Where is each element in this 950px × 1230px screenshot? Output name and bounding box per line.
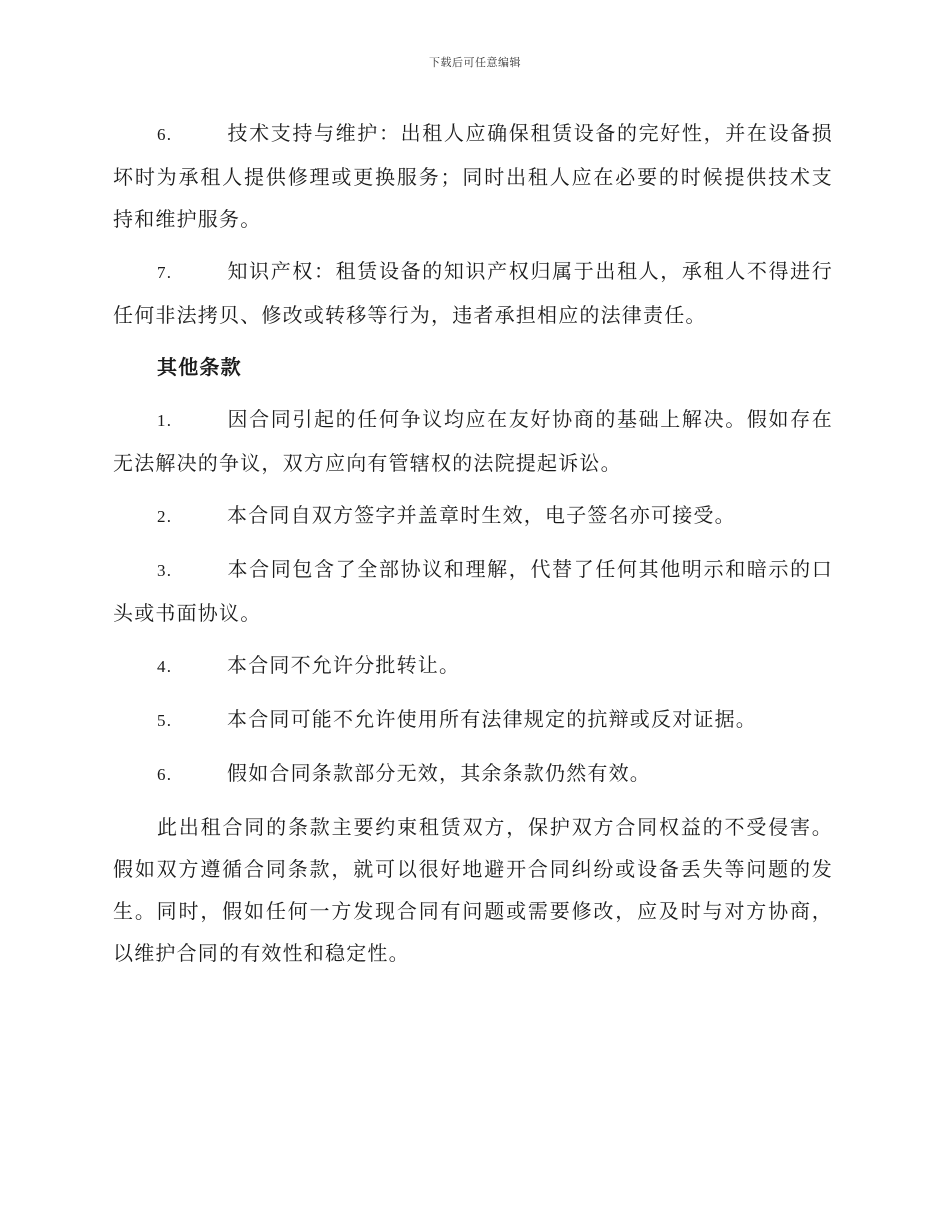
clause-item bbox=[113, 494, 833, 538]
clause-text: 本合同可能不允许使用所有法律规定的抗辩或反对证据。 bbox=[227, 707, 757, 731]
clause-text: 知识产权：租赁设备的知识产权归属于出租人，承租人不得进行任何非法拷贝、修改或转移等行为，违者承担相应的法律责任。 bbox=[113, 259, 833, 327]
clause-text: 技术支持与维护：出租人应确保租赁设备的完好性，并在设备损坏时为承租人提供修理或更换服务；同时出租人应在必要的时候提供技术支持和维护服务。 bbox=[113, 121, 833, 231]
clause-item bbox=[113, 698, 833, 742]
clause-number: 1. bbox=[157, 411, 173, 430]
clause-number: 3. bbox=[157, 561, 173, 580]
document-body bbox=[113, 112, 833, 974]
clause-item bbox=[113, 644, 833, 688]
clause-text: 本合同自双方签字并盖章时生效，电子签名亦可接受。 bbox=[227, 503, 736, 527]
clause-item bbox=[113, 752, 833, 796]
clause-number: 7. bbox=[157, 263, 173, 282]
clause-item bbox=[113, 250, 833, 336]
clause-text: 本合同包含了全部协议和理解，代替了任何其他明示和暗示的口头或书面协议。 bbox=[113, 557, 833, 625]
clause-number: 4. bbox=[157, 657, 173, 676]
clause-text: 本合同不允许分批转让。 bbox=[227, 653, 461, 677]
clause-item bbox=[113, 112, 833, 240]
clause-text: 假如合同条款部分无效，其余条款仍然有效。 bbox=[227, 761, 651, 785]
clause-number: 6. bbox=[157, 765, 173, 784]
clause-item bbox=[113, 548, 833, 634]
clause-number: 5. bbox=[157, 711, 173, 730]
clause-number: 6. bbox=[157, 125, 173, 144]
page-header: 下载后可任意编辑 bbox=[429, 56, 521, 69]
clause-number: 2. bbox=[157, 507, 173, 526]
closing-paragraph: 此出租合同的条款主要约束租赁双方，保护双方合同权益的不受侵害。假如双方遵循合同条款，就可以很好地避开合同纠纷或设备丢失等问题的发生。同时，假如任何一方发现合同有问题或需要修改，应及时与对方协商，以维护合同的有效性和稳定性。 bbox=[113, 815, 833, 965]
clause-text: 因合同引起的任何争议均应在友好协商的基础上解决。假如存在无法解决的争议，双方应向有管辖权的法院提起诉讼。 bbox=[113, 407, 833, 475]
section-heading-other-terms: 其他条款 bbox=[157, 355, 242, 379]
clause-item bbox=[113, 398, 833, 484]
